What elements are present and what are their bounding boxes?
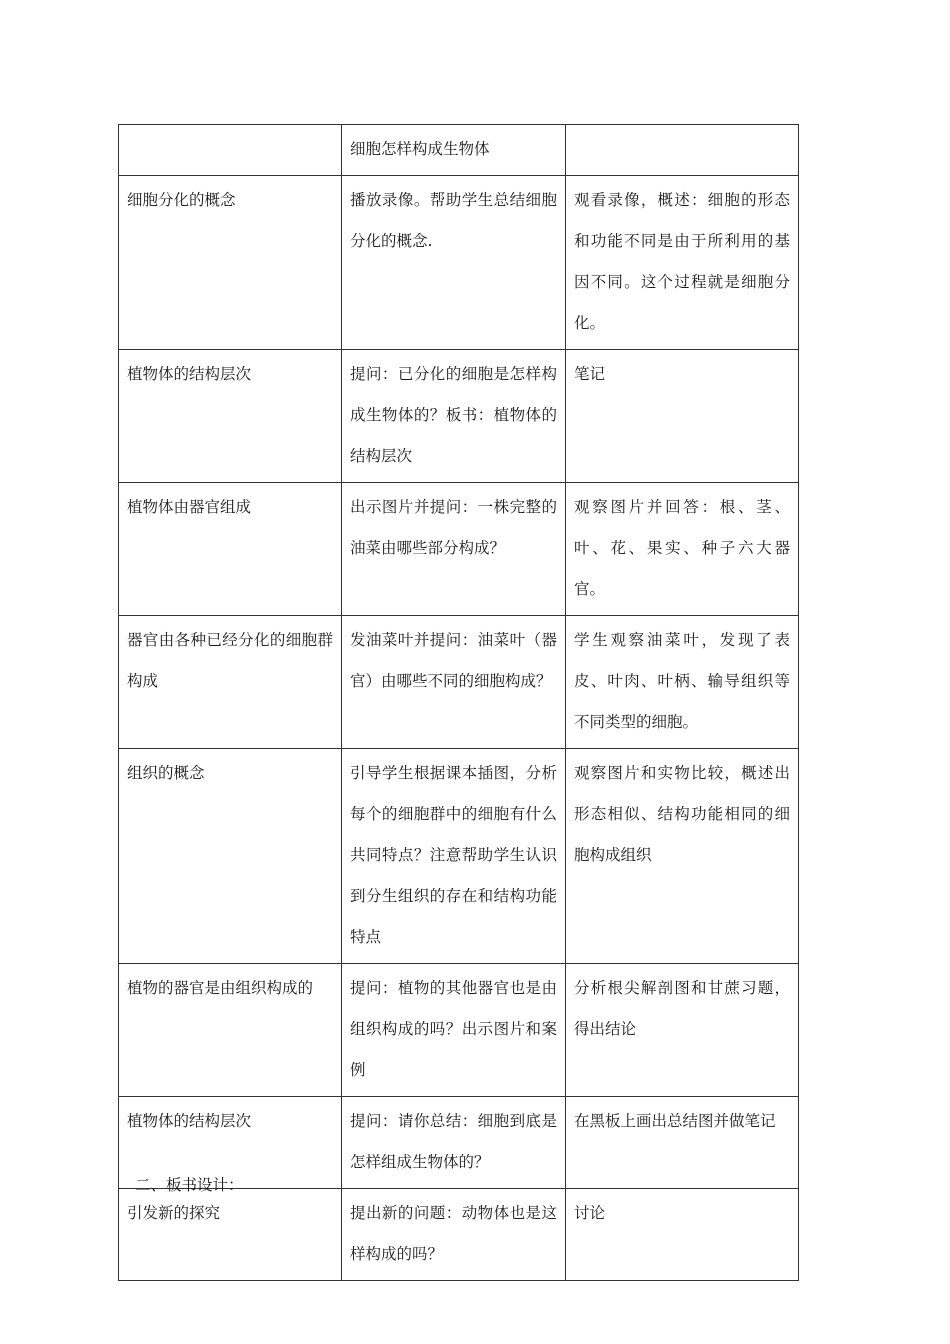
student-activity-cell: 观察图片和实物比较，概述出形态相似、结构功能相同的细胞构成组织 [566, 749, 799, 964]
teacher-activity-cell: 发油菜叶并提问：油菜叶（器官）由哪些不同的细胞构成？ [342, 616, 566, 749]
topic-cell: 植物体的结构层次 [119, 1097, 342, 1189]
table-row [119, 749, 799, 964]
table-row [119, 1189, 799, 1281]
teacher-activity-cell: 提问：请你总结：细胞到底是怎样组成生物体的？ [342, 1097, 566, 1189]
topic-cell: 器官由各种已经分化的细胞群构成 [119, 616, 342, 749]
table-row [119, 483, 799, 616]
teacher-activity-cell: 提问：植物的其他器官也是由组织构成的吗？出示图片和案例 [342, 964, 566, 1097]
student-activity-cell: 观察图片并回答：根、茎、叶、花、果实、种子六大器官。 [566, 483, 799, 616]
topic-cell: 植物体由器官组成 [119, 483, 342, 616]
student-activity-cell [566, 125, 799, 176]
topic-cell: 细胞分化的概念 [119, 176, 342, 350]
teacher-activity-cell: 细胞怎样构成生物体 [342, 125, 566, 176]
topic-cell: 植物体的结构层次 [119, 350, 342, 483]
table-row [119, 125, 799, 176]
topic-cell: 引发新的探究 [119, 1189, 342, 1281]
table-row [119, 176, 799, 350]
teacher-activity-cell: 播放录像。帮助学生总结细胞分化的概念. [342, 176, 566, 350]
table-row [119, 616, 799, 749]
student-activity-cell: 笔记 [566, 350, 799, 483]
student-activity-cell: 分析根尖解剖图和甘蔗习题，得出结论 [566, 964, 799, 1097]
teacher-activity-cell: 提出新的问题：动物体也是这样构成的吗？ [342, 1189, 566, 1281]
student-activity-cell: 在黑板上画出总结图并做笔记 [566, 1097, 799, 1189]
lesson-plan-table [118, 124, 799, 1281]
section-heading: 二、板书设计： [135, 1176, 244, 1194]
topic-cell [119, 125, 342, 176]
teacher-activity-cell: 出示图片并提问：一株完整的油菜由哪些部分构成？ [342, 483, 566, 616]
student-activity-cell: 观看录像，概述：细胞的形态和功能不同是由于所利用的基因不同。这个过程就是细胞分化。 [566, 176, 799, 350]
teacher-activity-cell: 引导学生根据课本插图，分析每个的细胞群中的细胞有什么共同特点？注意帮助学生认识到分生组织的存在和结构功能特点 [342, 749, 566, 964]
teacher-activity-cell: 提问：已分化的细胞是怎样构成生物体的？板书：植物体的结构层次 [342, 350, 566, 483]
table-row [119, 964, 799, 1097]
student-activity-cell: 讨论 [566, 1189, 799, 1281]
table-row [119, 350, 799, 483]
topic-cell: 植物的器官是由组织构成的 [119, 964, 342, 1097]
topic-cell: 组织的概念 [119, 749, 342, 964]
student-activity-cell: 学生观察油菜叶，发现了表皮、叶肉、叶柄、输导组织等不同类型的细胞。 [566, 616, 799, 749]
